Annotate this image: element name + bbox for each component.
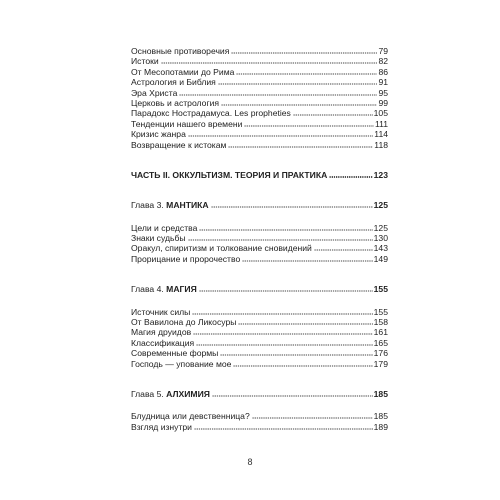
toc-entry-page: 161 xyxy=(373,327,388,338)
toc-chapter-heading xyxy=(131,389,388,399)
dot-leader xyxy=(238,318,372,325)
dot-leader xyxy=(179,89,377,96)
chapter-title xyxy=(131,389,211,399)
dot-leader xyxy=(221,99,377,106)
toc-entry-title: Астрология и Библия xyxy=(131,77,216,88)
toc-entry xyxy=(131,119,388,129)
chapter-page: 155 xyxy=(373,284,388,295)
table-of-contents xyxy=(131,46,388,432)
toc-entry-page: 99 xyxy=(378,97,388,108)
toc-entry-title: Магия друидов xyxy=(131,327,192,338)
toc-entry-title: Церковь и астрология xyxy=(131,97,220,108)
toc-entry-title: Цели и средства xyxy=(131,222,198,233)
toc-entry-page: 179 xyxy=(373,358,388,369)
dot-leader xyxy=(329,171,372,178)
dot-leader xyxy=(199,224,372,231)
toc-entry xyxy=(131,129,388,139)
dot-leader xyxy=(193,328,372,335)
dot-leader xyxy=(231,47,377,54)
toc-entry-page: 82 xyxy=(378,56,388,67)
toc-entry-title: Взгляд изнутри xyxy=(131,421,192,432)
toc-entry-page: 86 xyxy=(378,66,388,77)
toc-entry-page: 155 xyxy=(373,306,388,317)
toc-entry-page: 130 xyxy=(373,233,388,244)
chapter-title xyxy=(131,284,198,294)
chapter-name: МАНТИКА xyxy=(166,200,209,211)
chapter-prefix: Глава 3. xyxy=(131,200,164,211)
dot-leader xyxy=(161,57,378,64)
dot-leader xyxy=(212,390,373,397)
dot-leader xyxy=(236,68,377,75)
dot-leader xyxy=(199,285,373,292)
chapter-name: АЛХИМИЯ xyxy=(166,388,210,399)
toc-entry xyxy=(131,88,388,98)
toc-entry-title: Кризис жанра xyxy=(131,129,186,140)
toc-entry xyxy=(131,140,388,150)
toc-entry-page: 149 xyxy=(373,253,388,264)
toc-entry xyxy=(131,98,388,108)
toc-entry xyxy=(131,56,388,66)
toc-entry-title: Возвращение к истокам xyxy=(131,139,227,150)
toc-entry-title: Господь — упование мое xyxy=(131,358,232,369)
toc-entry-title: Истоки xyxy=(131,56,159,67)
toc-entry xyxy=(131,411,388,421)
dot-leader xyxy=(228,141,373,148)
toc-entry xyxy=(131,77,388,87)
part-page: 123 xyxy=(373,169,388,180)
toc-entry xyxy=(131,243,388,253)
toc-entry xyxy=(131,307,388,317)
toc-entry-page: 185 xyxy=(373,411,388,422)
toc-entry xyxy=(131,67,388,77)
dot-leader xyxy=(242,255,372,262)
chapter-prefix: Глава 4. xyxy=(131,284,164,295)
toc-entry-title: От Месопотамии до Рима xyxy=(131,66,235,77)
part-title: ЧАСТЬ II. ОККУЛЬТИЗМ. ТЕОРИЯ И ПРАКТИКА xyxy=(131,169,328,180)
page-number: 8 xyxy=(247,457,253,467)
dot-leader xyxy=(218,78,378,85)
chapter-prefix: Глава 5. xyxy=(131,388,164,399)
toc-entry-page: 79 xyxy=(378,46,388,56)
chapter-name: МАГИЯ xyxy=(166,284,197,295)
dot-leader xyxy=(211,201,373,208)
toc-entry-title: Эра Христа xyxy=(131,87,178,98)
toc-entry-page: 95 xyxy=(378,87,388,98)
toc-entry xyxy=(131,46,388,56)
dot-leader xyxy=(188,234,373,241)
toc-entry-title: Прорицание и пророчество xyxy=(131,253,241,264)
toc-entry xyxy=(131,359,388,369)
toc-entry-page: 111 xyxy=(374,118,388,129)
dot-leader xyxy=(293,109,373,116)
dot-leader xyxy=(252,412,373,419)
toc-entry-title: Парадокс Нострадамуса. Les propheties xyxy=(131,108,291,119)
toc-entry-title: Тенденции нашего времени xyxy=(131,118,243,129)
toc-chapter-heading xyxy=(131,200,388,210)
toc-entry-page: 118 xyxy=(374,139,388,150)
toc-entry xyxy=(131,254,388,264)
toc-entry-title: Современные формы xyxy=(131,348,219,359)
toc-entry xyxy=(131,422,388,432)
toc-entry xyxy=(131,338,388,348)
toc-entry-page: 91 xyxy=(378,77,388,88)
toc-entry-title: От Вавилона до Ликосуры xyxy=(131,317,237,328)
toc-entry-page: 105 xyxy=(373,108,388,119)
dot-leader xyxy=(194,423,373,430)
toc-entry xyxy=(131,223,388,233)
dot-leader xyxy=(196,339,372,346)
dot-leader xyxy=(314,244,373,251)
toc-entry xyxy=(131,327,388,337)
chapter-page: 185 xyxy=(373,388,388,399)
toc-entry-page: 165 xyxy=(373,337,388,348)
toc-entry-page: 125 xyxy=(373,222,388,233)
toc-entry-title: Блудница или девственница? xyxy=(131,411,250,422)
toc-entry-page: 158 xyxy=(373,317,388,328)
toc-entry-page: 114 xyxy=(374,129,388,140)
toc-entry-title: Источник силы xyxy=(131,306,191,317)
dot-leader xyxy=(244,120,374,127)
toc-entry-page: 176 xyxy=(373,348,388,359)
toc-entry xyxy=(131,317,388,327)
toc-entry-title: Классификация xyxy=(131,337,195,348)
toc-entry xyxy=(131,233,388,243)
chapter-page: 125 xyxy=(373,200,388,211)
toc-entry-title: Оракул, спиритизм и толкование сновидений xyxy=(131,243,312,254)
toc-entry xyxy=(131,348,388,358)
chapter-title xyxy=(131,200,210,210)
dot-leader xyxy=(233,360,372,367)
dot-leader xyxy=(220,349,372,356)
toc-entry-page: 143 xyxy=(373,243,388,254)
toc-chapter-heading xyxy=(131,284,388,294)
toc-part-heading xyxy=(131,170,388,180)
toc-entry-title: Основные противоречия xyxy=(131,46,230,56)
toc-entry xyxy=(131,108,388,118)
toc-entry-title: Знаки судьбы xyxy=(131,233,186,244)
dot-leader xyxy=(192,308,372,315)
dot-leader xyxy=(188,130,373,137)
toc-entry-page: 189 xyxy=(373,421,388,432)
